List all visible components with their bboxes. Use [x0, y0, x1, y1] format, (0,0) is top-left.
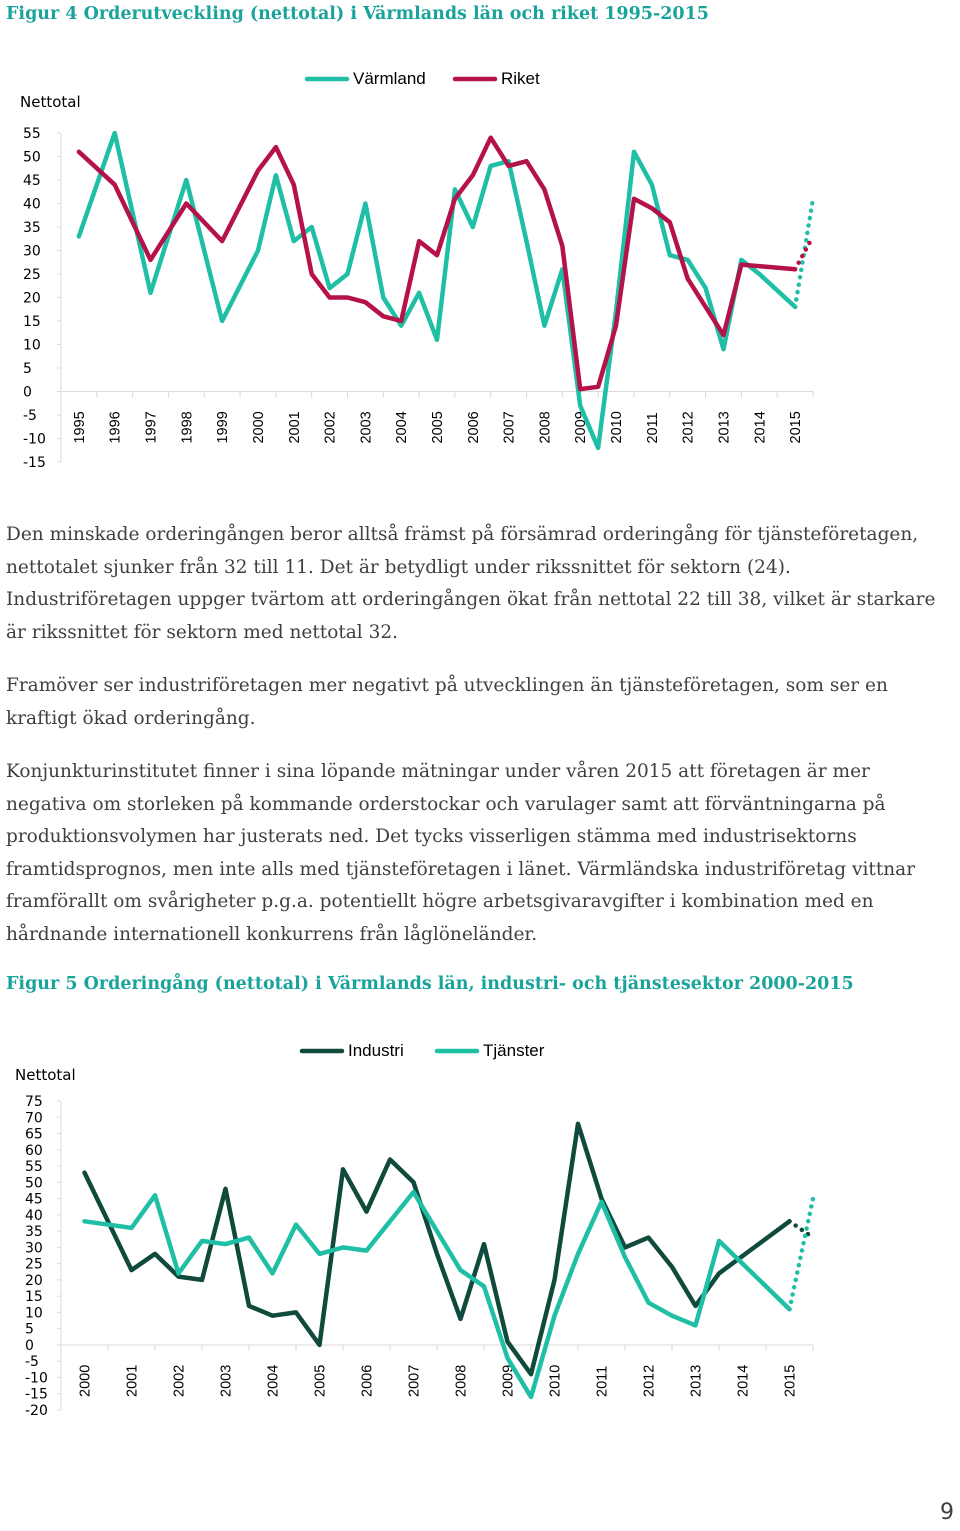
- series-line-1: [85, 1124, 790, 1374]
- x-tick-label: 2000: [77, 1364, 94, 1397]
- x-tick-label: 1998: [179, 411, 196, 444]
- x-tick-label: 2009: [500, 1364, 517, 1397]
- y-tick-label: 60: [25, 1142, 43, 1159]
- y-tick-label: -10: [23, 431, 46, 448]
- y-tick-label: 10: [23, 337, 41, 354]
- x-tick-label: 2011: [594, 1365, 611, 1397]
- y-tick-label: 25: [25, 1256, 43, 1273]
- x-tick-label: 2015: [788, 411, 805, 444]
- paragraph-2: Framöver ser industriföretagen mer negativt på utvecklingen än tjänsteföretagen, som ser en kraftigt ökad orderingång.: [6, 675, 888, 729]
- series-forecast-2: [795, 236, 813, 269]
- x-tick-label: 2001: [286, 411, 303, 444]
- y-tick-label: 10: [25, 1305, 43, 1322]
- x-tick-label: 1999: [215, 411, 232, 444]
- legend-label-1: Industri: [348, 1041, 404, 1060]
- x-tick-label: 2002: [171, 1364, 188, 1397]
- y-tick-label: -15: [23, 455, 46, 471]
- x-tick-label: 2000: [250, 411, 267, 444]
- x-tick-label: 2003: [218, 1364, 235, 1397]
- x-tick-label: 2011: [644, 412, 661, 444]
- y-tick-label: 20: [25, 1272, 43, 1289]
- x-tick-label: 2001: [124, 1364, 141, 1397]
- y-tick-label: 20: [23, 290, 41, 307]
- series-forecast-1: [795, 199, 813, 307]
- legend-label-1: Värmland: [353, 69, 426, 88]
- figure-4-chart: [0, 50, 960, 480]
- x-tick-label: 2012: [680, 411, 697, 444]
- x-tick-label: 1996: [107, 411, 124, 444]
- x-tick-label: 2014: [752, 411, 769, 444]
- y-tick-label: 65: [25, 1126, 43, 1143]
- series-forecast-1: [790, 1221, 814, 1237]
- page-number: 9: [940, 1500, 954, 1525]
- figure-5-title: Figur 5 Orderingång (nettotal) i Värmlands län, industri- och tjänstesektor 2000-2015: [6, 974, 854, 994]
- y-tick-label: 30: [23, 243, 41, 260]
- x-tick-label: 2005: [430, 411, 446, 444]
- figure-5-chart: [0, 1020, 960, 1420]
- y-tick-label: 0: [23, 384, 32, 401]
- y-tick-label: 55: [23, 126, 41, 142]
- y-tick-label: 35: [25, 1224, 43, 1241]
- x-tick-label: 2013: [716, 411, 733, 444]
- y-tick-label: 45: [23, 173, 41, 189]
- figure-4-title: Figur 4 Orderutveckling (nettotal) i Värmlands län och riket 1995-2015: [6, 4, 709, 24]
- y-tick-label: 5: [23, 361, 32, 377]
- y-tick-label: -5: [25, 1354, 39, 1371]
- series-line-2: [85, 1192, 790, 1397]
- series-forecast-2: [790, 1199, 814, 1310]
- y-tick-label: 30: [25, 1240, 43, 1257]
- x-tick-label: 2014: [735, 1364, 752, 1397]
- x-tick-label: 2009: [573, 411, 590, 444]
- legend-label-2: Tjänster: [483, 1041, 545, 1060]
- x-tick-label: 2002: [322, 411, 339, 444]
- x-tick-label: 2007: [406, 1364, 423, 1397]
- series-line-1: [79, 133, 795, 448]
- x-tick-label: 1997: [143, 411, 160, 444]
- x-tick-label: 2004: [394, 411, 411, 444]
- legend-label-2: Riket: [501, 69, 540, 88]
- y-tick-label: 70: [25, 1110, 43, 1127]
- x-tick-label: 2012: [641, 1364, 658, 1397]
- y-tick-label: 15: [23, 314, 41, 330]
- y-tick-label: 55: [25, 1159, 43, 1176]
- y-tick-label: 25: [23, 267, 41, 283]
- x-tick-label: 2008: [453, 1364, 470, 1397]
- y-tick-label: 45: [25, 1191, 43, 1208]
- y-tick-label: 5: [25, 1321, 34, 1338]
- x-tick-label: 2003: [358, 411, 375, 444]
- x-tick-label: 2010: [609, 411, 626, 444]
- y-tick-label: 0: [25, 1337, 34, 1354]
- y-tick-label: 40: [23, 196, 41, 213]
- y-axis-label: Nettotal: [20, 93, 81, 111]
- x-tick-label: 2005: [312, 1364, 329, 1397]
- x-tick-label: 2006: [465, 411, 482, 444]
- y-tick-label: 15: [25, 1289, 43, 1306]
- x-tick-label: 2015: [782, 1364, 799, 1397]
- y-tick-label: 50: [23, 149, 41, 166]
- y-tick-label: -10: [25, 1370, 48, 1387]
- y-tick-label: 75: [25, 1094, 43, 1110]
- x-tick-label: 2007: [501, 411, 518, 444]
- y-tick-label: -15: [25, 1386, 48, 1403]
- paragraph-1: Den minskade orderingången beror alltså främst på försämrad orderingång för tjänsteföretagen, nettotalet sjunker från 32 till 11. Det är betydligt under rikssnittet för sektorn (24). Industriföretagen uppger tvärtom att orderingången ökat från nettotal 22 till 38, vilket är starkare är rikssnittet för sektorn med nettotal 32.: [6, 524, 936, 643]
- x-tick-label: 2006: [359, 1364, 376, 1397]
- paragraph-3: Konjunkturinstitutet finner i sina löpande mätningar under våren 2015 att företagen är mer negativa om storleken på kommande orderstockar och varulager samt att förväntningarna på produktionsvolymen har justerats ned. Det tycks visserligen stämma med industrisektorns framtidsprognos, men inte alls med tjänsteföretagen i länet. Värmländska industriföretag vittnar framförallt om svårigheter p.g.a. potentiellt högre arbetsgivaravgifter i kombination med en hårdnande internationell konkurrens från låglöneländer.: [6, 761, 916, 945]
- y-axis-label: Nettotal: [15, 1066, 76, 1084]
- y-tick-label: -20: [25, 1403, 48, 1419]
- y-tick-label: 50: [25, 1175, 43, 1192]
- y-tick-label: -5: [23, 408, 37, 424]
- y-tick-label: 40: [25, 1207, 43, 1224]
- y-tick-label: 35: [23, 220, 41, 236]
- x-tick-label: 2010: [547, 1364, 564, 1397]
- x-tick-label: 1995: [71, 411, 88, 444]
- x-tick-label: 2004: [265, 1364, 282, 1397]
- x-tick-label: 2008: [537, 411, 554, 444]
- x-tick-label: 2013: [688, 1364, 705, 1397]
